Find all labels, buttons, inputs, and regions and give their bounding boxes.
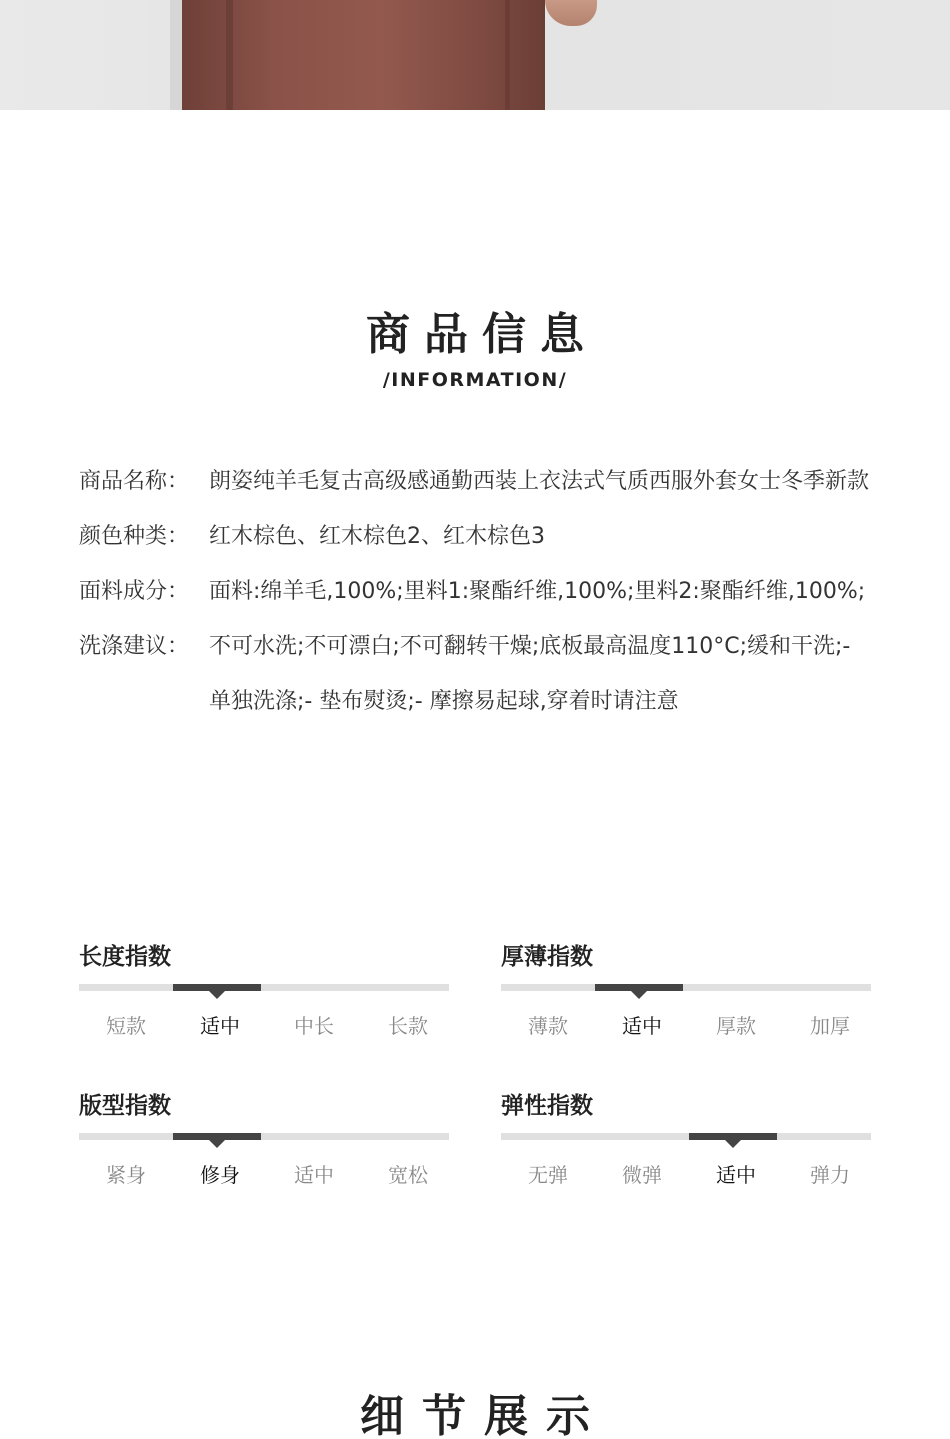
- meter-option: 长款: [388, 1014, 428, 1038]
- meter-options: [501, 1010, 877, 1039]
- meter-option: 中长: [294, 1014, 334, 1038]
- thickness-index: [501, 942, 873, 1038]
- meter-option: 无弹: [528, 1163, 568, 1187]
- meter-option: 适中: [716, 1163, 756, 1187]
- meter-options: [501, 1159, 877, 1188]
- meter-option: 适中: [294, 1163, 334, 1187]
- info-title: 商品信息: [366, 309, 598, 360]
- info-row-colors: [79, 509, 879, 564]
- info-row-fabric: [79, 564, 879, 619]
- meter-option: 弹力: [810, 1163, 850, 1187]
- info-row-care: [79, 619, 879, 729]
- meter-option: 薄款: [528, 1014, 568, 1038]
- meter-option: 紧身: [106, 1163, 146, 1187]
- coat-fold: [226, 0, 233, 110]
- meter-indicator: [689, 1133, 777, 1140]
- meter-title: 长度指数: [79, 944, 171, 970]
- info-row-name: [79, 454, 879, 509]
- info-value: 不可水洗;不可漂白;不可翻转干燥;底板最高温度110°C;缓和干洗;- 单独洗涤;- 垫布熨烫;- 摩擦易起球,穿着时请注意: [209, 634, 851, 714]
- meter-track: [79, 1133, 449, 1140]
- meter-options: [79, 1159, 455, 1188]
- meter-title: 厚薄指数: [501, 944, 593, 970]
- meter-option: 厚款: [716, 1014, 756, 1038]
- meter-option: 微弹: [622, 1163, 662, 1187]
- info-value: 红木棕色、红木棕色2、红木棕色3: [209, 524, 545, 549]
- info-label: 洗涤建议：: [79, 634, 190, 659]
- info-subtitle: /INFORMATION/: [382, 369, 568, 391]
- meter-options: [79, 1010, 455, 1039]
- meter-option: 适中: [622, 1014, 662, 1038]
- meter-track: [501, 984, 871, 991]
- coat-fold: [505, 0, 510, 110]
- info-value: 朗姿纯羊毛复古高级感通勤西装上衣法式气质西服外套女士冬季新款: [209, 469, 870, 494]
- meter-title: 版型指数: [79, 1093, 171, 1119]
- meter-indicator: [173, 1133, 261, 1140]
- product-photo: [0, 0, 950, 110]
- meter-indicator: [595, 984, 683, 991]
- meter-track: [79, 984, 449, 991]
- meter-track: [501, 1133, 871, 1140]
- meter-option: 修身: [200, 1163, 240, 1187]
- length-index: [79, 942, 451, 1038]
- detail-title: 细节展示: [360, 1391, 608, 1439]
- info-label: 商品名称：: [79, 469, 190, 494]
- meter-indicator: [173, 984, 261, 991]
- coat-hem: [182, 0, 545, 110]
- meter-option: 适中: [200, 1014, 240, 1038]
- info-value: 面料:绵羊毛,100%;里料1:聚酯纤维,100%;里料2:聚酯纤维,100%;: [209, 579, 866, 604]
- meter-option: 短款: [106, 1014, 146, 1038]
- meter-option: 加厚: [810, 1014, 850, 1038]
- meter-title: 弹性指数: [501, 1093, 593, 1119]
- fit-index: [79, 1091, 451, 1187]
- elasticity-index: [501, 1091, 873, 1187]
- meter-option: 宽松: [388, 1163, 428, 1187]
- info-list: [79, 454, 879, 729]
- info-label: 颜色种类：: [79, 524, 190, 549]
- info-label: 面料成分：: [79, 579, 190, 604]
